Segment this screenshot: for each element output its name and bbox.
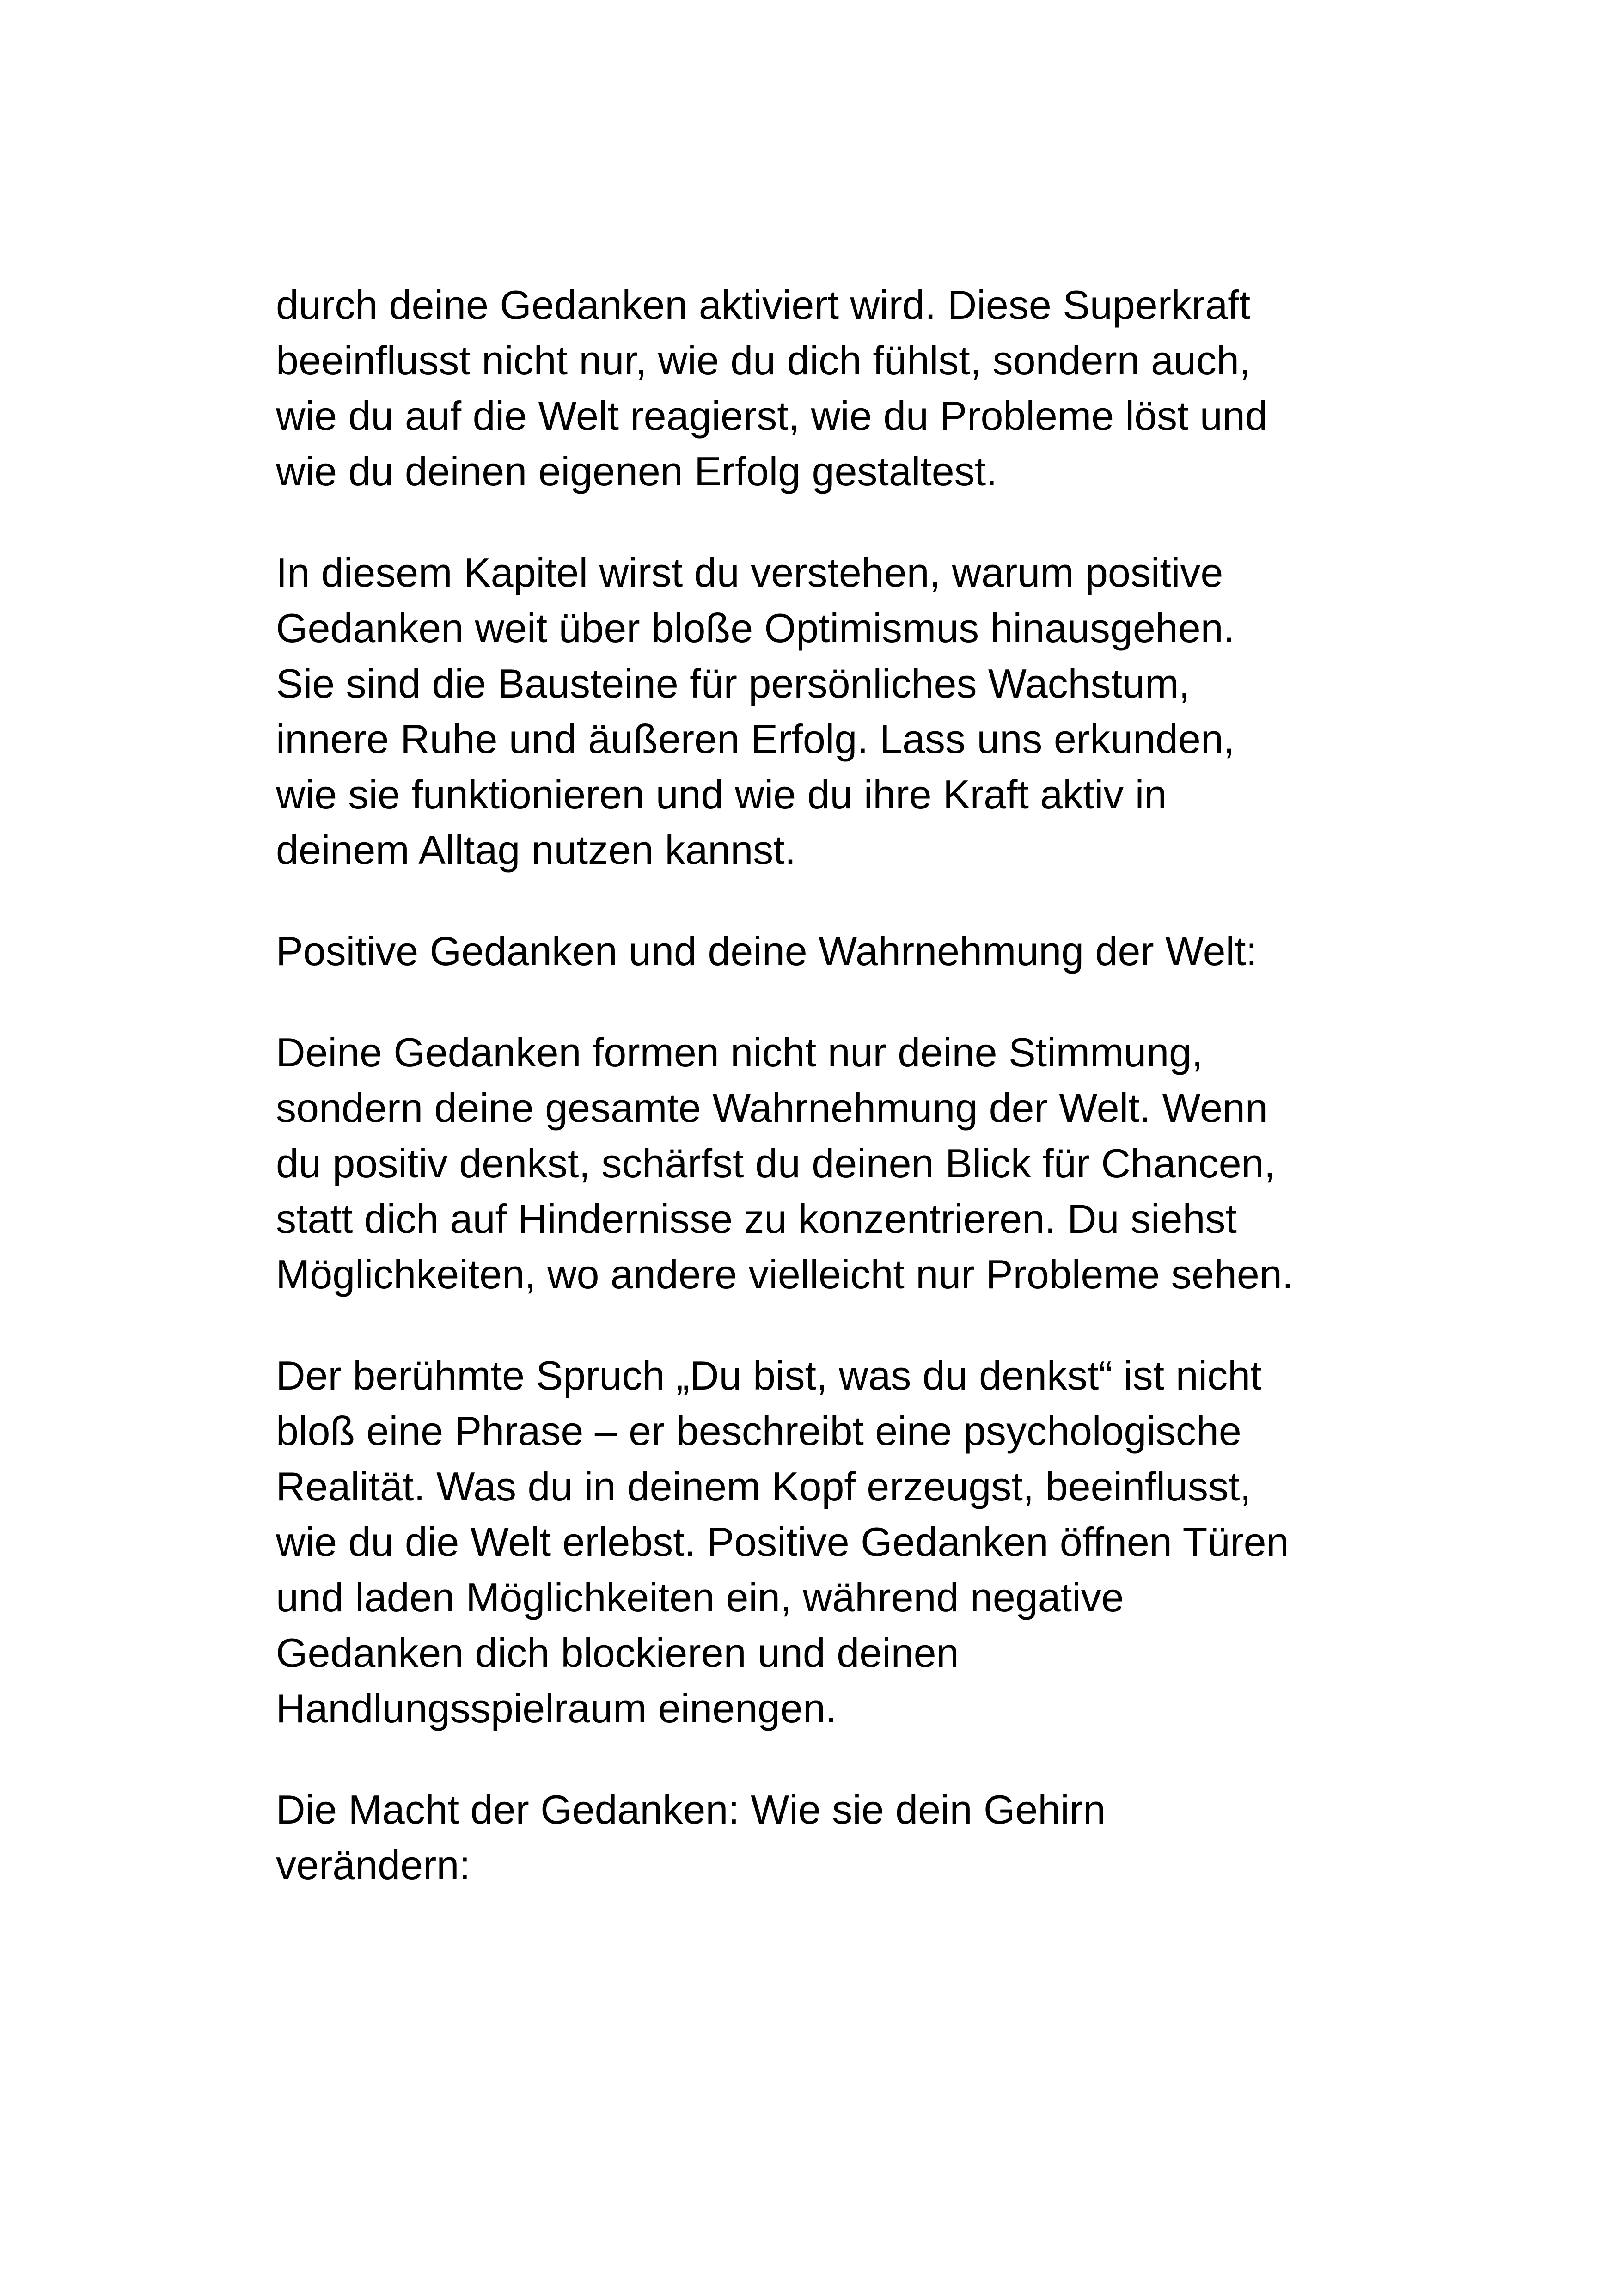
- text-line: Positive Gedanken und deine Wahrnehmung der Welt:: [276, 928, 1258, 974]
- text-line: Die Macht der Gedanken: Wie sie dein Gehirn: [276, 1787, 1106, 1832]
- section-heading-perception: [276, 924, 1394, 979]
- text-line: wie sie funktionieren und wie du ihre Kraft aktiv in: [276, 771, 1167, 817]
- text-line: innere Ruhe und äußeren Erfolg. Lass uns erkunden,: [276, 716, 1235, 762]
- text-line: Möglichkeiten, wo andere vielleicht nur Probleme sehen.: [276, 1251, 1294, 1297]
- text-line: In diesem Kapitel wirst du verstehen, warum positive: [276, 550, 1223, 595]
- text-line: du positiv denkst, schärfst du deinen Blick für Chancen,: [276, 1140, 1276, 1186]
- paragraph-intro-continued: [276, 277, 1394, 499]
- text-line: Der berühmte Spruch „Du bist, was du denkst“ ist nicht: [276, 1353, 1262, 1398]
- text-line: wie du deinen eigenen Erfolg gestaltest.: [276, 448, 997, 494]
- text-line: sondern deine gesamte Wahrnehmung der Welt. Wenn: [276, 1085, 1268, 1131]
- text-line: Deine Gedanken formen nicht nur deine Stimmung,: [276, 1029, 1203, 1075]
- text-line: durch deine Gedanken aktiviert wird. Diese Superkraft: [276, 282, 1251, 328]
- text-line: Handlungsspielraum einengen.: [276, 1685, 837, 1731]
- text-line: wie du die Welt erlebst. Positive Gedanken öffnen Türen: [276, 1519, 1289, 1565]
- paragraph-perception: [276, 1025, 1394, 1302]
- text-line: und laden Möglichkeiten ein, während negative: [276, 1574, 1124, 1620]
- text-line: wie du auf die Welt reagierst, wie du Probleme löst und: [276, 393, 1268, 439]
- body-text: [276, 277, 1394, 1939]
- text-line: deinem Alltag nutzen kannst.: [276, 827, 796, 873]
- paragraph-famous-saying: [276, 1348, 1394, 1736]
- text-line: statt dich auf Hindernisse zu konzentrieren. Du siehst: [276, 1196, 1237, 1242]
- section-heading-brain: [276, 1782, 1394, 1893]
- paragraph-chapter-overview: [276, 545, 1394, 878]
- text-line: Sie sind die Bausteine für persönliches Wachstum,: [276, 661, 1190, 706]
- text-line: verändern:: [276, 1842, 471, 1888]
- text-line: Gedanken weit über bloße Optimismus hinausgehen.: [276, 605, 1235, 651]
- text-line: bloß eine Phrase – er beschreibt eine psychologische: [276, 1408, 1241, 1454]
- text-line: Realität. Was du in deinem Kopf erzeugst, beeinflusst,: [276, 1463, 1251, 1509]
- text-line: beeinflusst nicht nur, wie du dich fühlst, sondern auch,: [276, 337, 1251, 383]
- text-line: Gedanken dich blockieren und deinen: [276, 1630, 959, 1676]
